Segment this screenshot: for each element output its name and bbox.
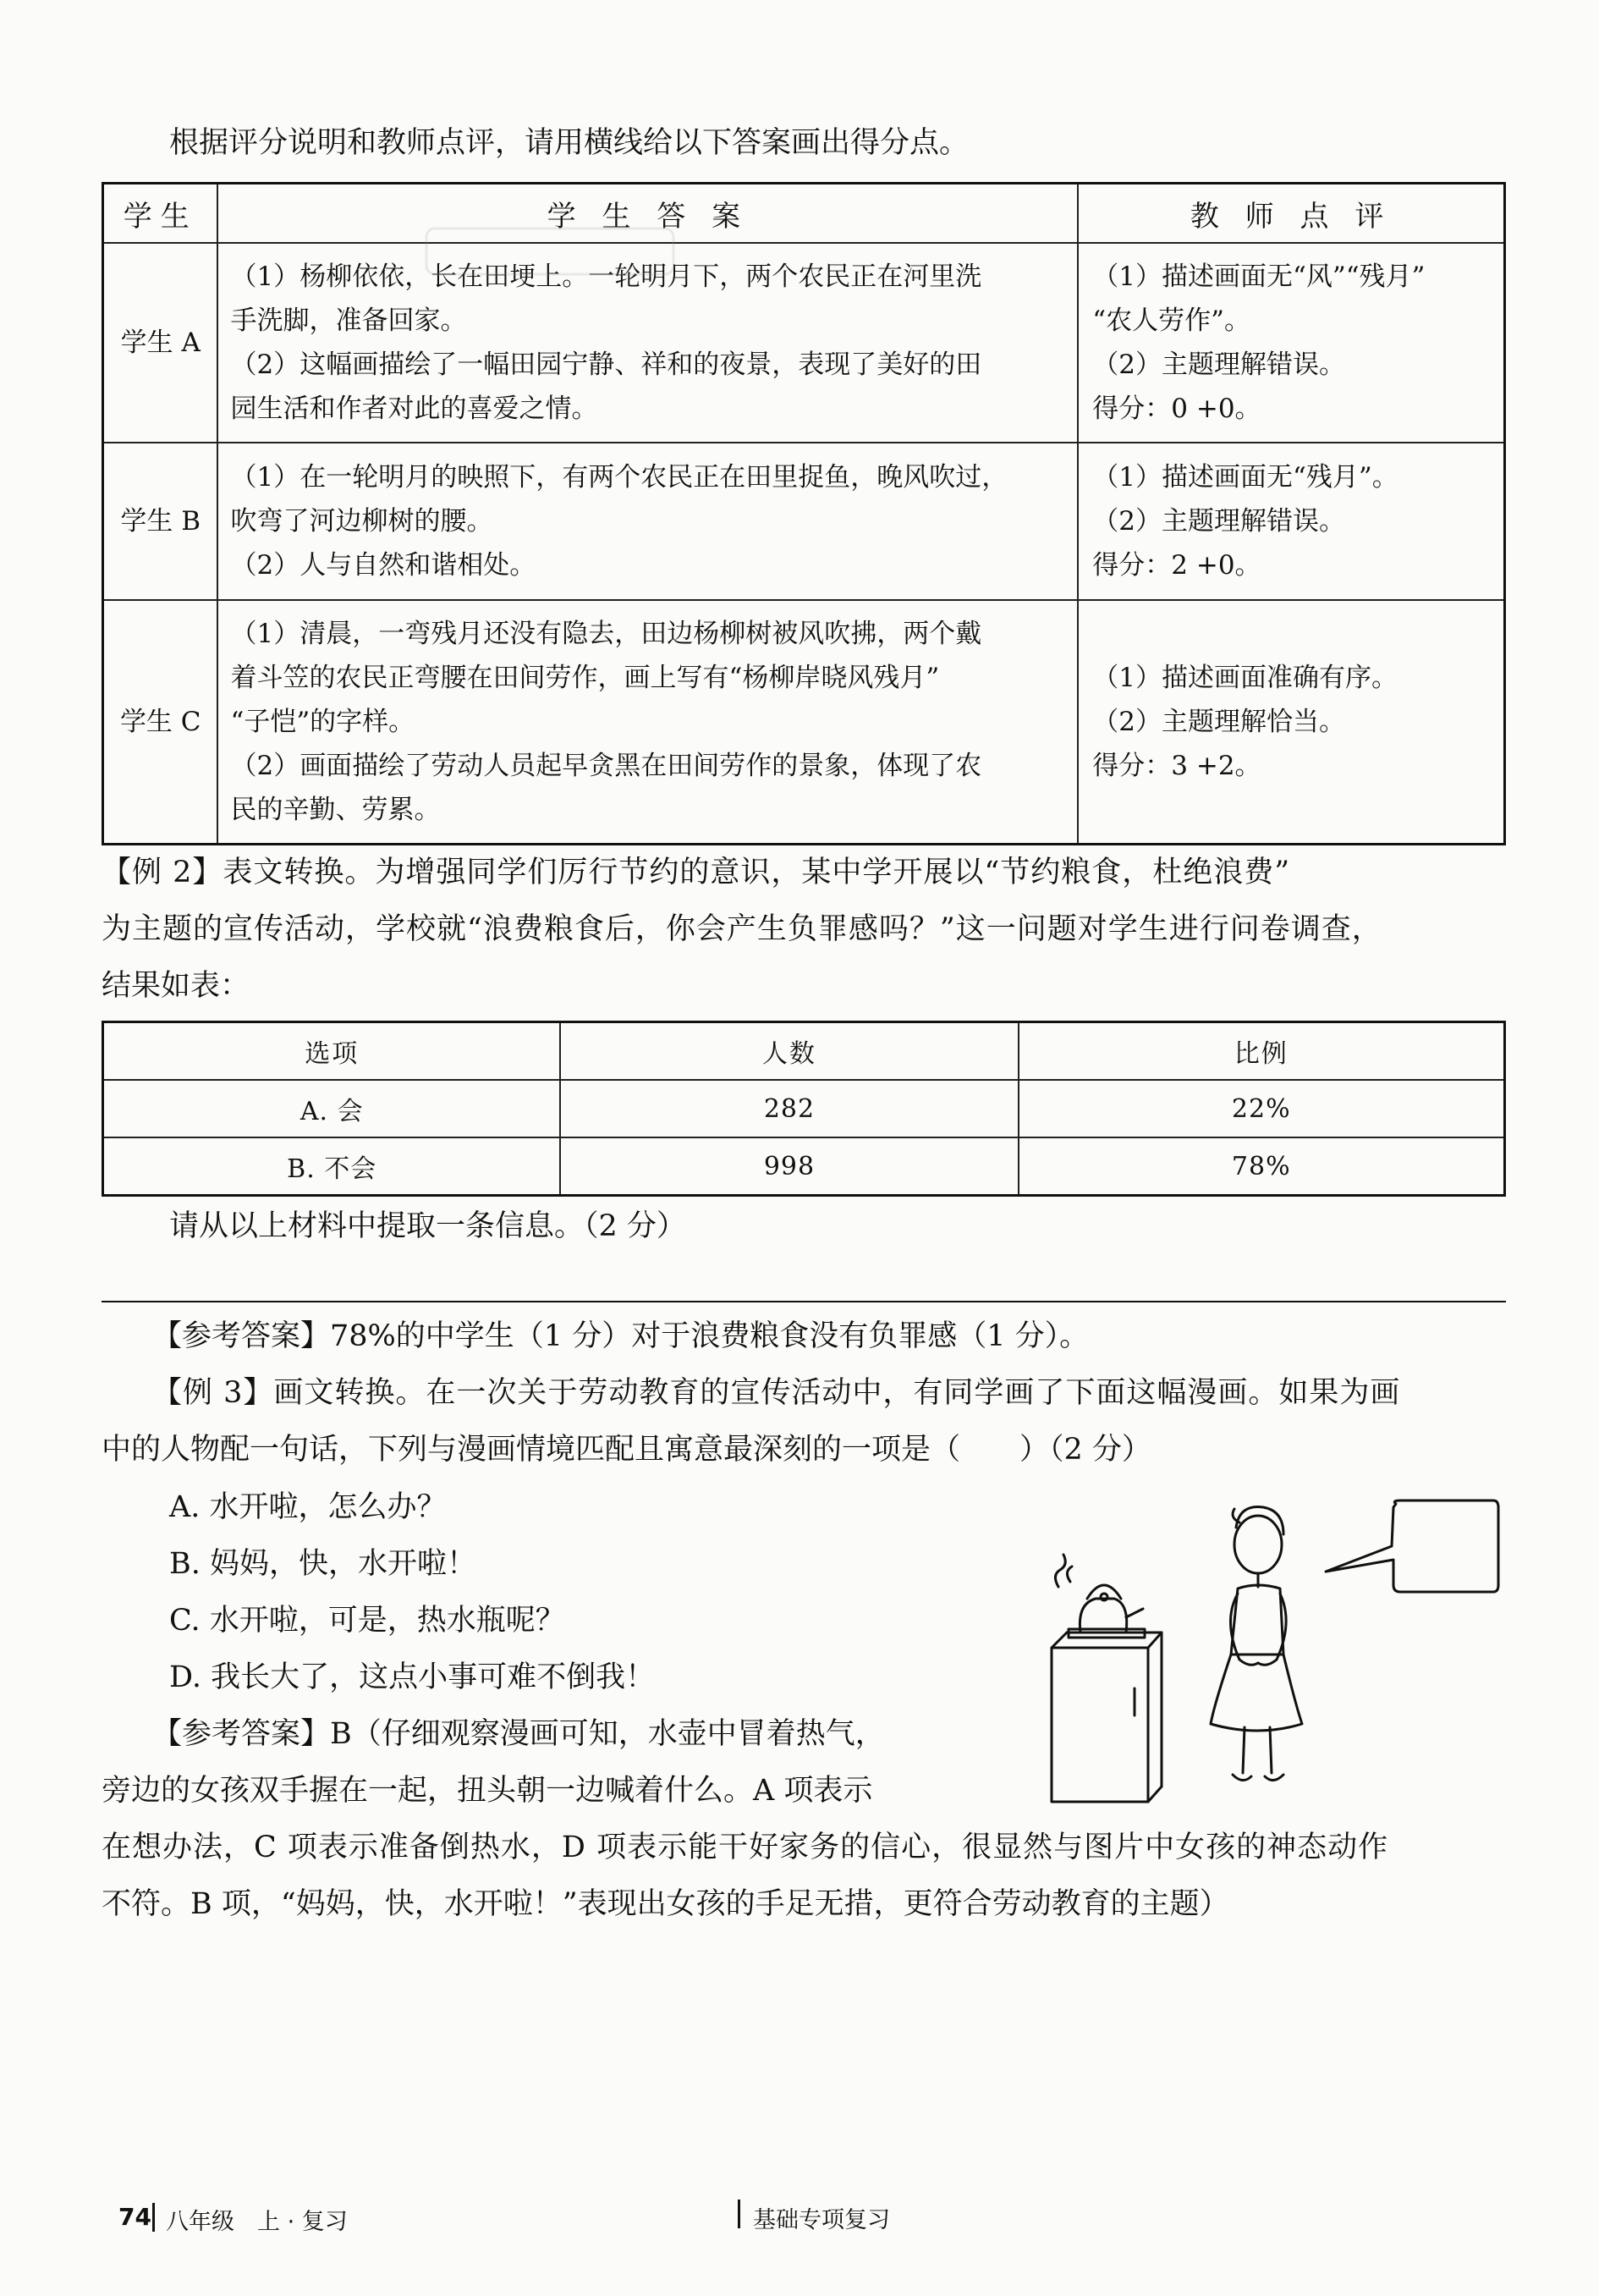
example3-answer-line: 旁边的女孩双手握在一起，扭头朝一边喊着什么。A 项表示 [102, 1774, 873, 1808]
answer-line: （1）在一轮明月的映照下，有两个农民正在田里捉鱼，晚风吹过， [230, 462, 1008, 493]
count-cell: 282 [560, 1080, 1018, 1137]
comment-line: （1）描述画面准确有序。 [1092, 662, 1398, 693]
answer-line: 吹弯了河边柳树的腰。 [230, 506, 493, 537]
watermark-logo [423, 222, 677, 294]
answer-blank-line [102, 1301, 1506, 1302]
header-answer: 学 生 答 案 [217, 184, 1078, 244]
header-option: 选项 [103, 1022, 561, 1081]
table-row [103, 1080, 1505, 1137]
page-number: 74 [118, 2203, 151, 2231]
survey-table-header [103, 1022, 1505, 1081]
comment-line: 得分：0 +0。 [1092, 394, 1261, 424]
grading-table [102, 182, 1506, 845]
cartoon-illustration [1036, 1494, 1514, 1807]
ratio-cell: 22% [1019, 1080, 1505, 1137]
footer-divider [738, 2200, 740, 2228]
header-comment: 教 师 点 评 [1078, 184, 1504, 244]
student-answer [217, 600, 1078, 844]
comment-line: “农人劳作”。 [1092, 306, 1250, 336]
option-cell: B. 不会 [103, 1137, 561, 1196]
grading-table-header [103, 184, 1505, 244]
header-ratio: 比例 [1019, 1022, 1505, 1081]
student-name: 学生 A [103, 243, 218, 443]
example3-line: 中的人物配一句话，下列与漫画情境匹配且寓意最深刻的一项是（ ）（2 分） [102, 1433, 1151, 1467]
option-a: A. 水开啦，怎么办？ [169, 1490, 447, 1524]
comment-line: 得分：3 +2。 [1092, 750, 1261, 781]
answer-line: （1）杨柳依依，长在田埂上。一轮明月下，两个农民正在河里洗 [230, 262, 982, 292]
cabinet-icon [1052, 1648, 1148, 1802]
ratio-cell: 78% [1019, 1137, 1505, 1196]
footer-divider [152, 2203, 155, 2232]
answer-line: （1）清晨，一弯残月还没有隐去，田边杨柳树被风吹拂，两个戴 [230, 618, 982, 649]
steam-icon [1055, 1555, 1072, 1587]
teacher-comment [1078, 600, 1504, 844]
kettle-icon [1069, 1585, 1145, 1638]
example2-answer: 【参考答案】78%的中学生（1 分）对于浪费粮食没有负罪感（1 分）。 [152, 1319, 1090, 1353]
footer-grade: 八年级 上 · 复习 [166, 2209, 348, 2235]
table-row [103, 443, 1505, 600]
option-cell: A. 会 [103, 1080, 561, 1137]
example2-question: 请从以上材料中提取一条信息。（2 分） [169, 1209, 686, 1243]
survey-table [102, 1021, 1506, 1197]
option-d: D. 我长大了，这点小事可难不倒我！ [169, 1660, 656, 1694]
student-name: 学生 C [103, 600, 218, 844]
footer-section: 基础专项复习 [753, 2207, 890, 2233]
option-b: B. 妈妈，快，水开啦！ [169, 1547, 476, 1581]
answer-line: 着斗笠的农民正弯腰在田间劳作，画上写有“杨柳岸晓风残月” [230, 662, 940, 693]
example3-line: 【例 3】画文转换。在一次关于劳动教育的宣传活动中，有同学画了下面这幅漫画。如果为画 [152, 1376, 1401, 1410]
example2-line: 【例 2】表文转换。为增强同学们厉行节约的意识，某中学开展以“节约粮食，杜绝浪费” [102, 856, 1291, 889]
table-row [103, 243, 1505, 443]
example2-line: 为主题的宣传活动，学校就“浪费粮食后，你会产生负罪感吗？”这一问题对学生进行问卷调查， [102, 912, 1382, 946]
option-c: C. 水开啦，可是，热水瓶呢？ [169, 1604, 565, 1638]
teacher-comment [1078, 443, 1504, 600]
answer-line: 园生活和作者对此的喜爱之情。 [230, 394, 598, 424]
answer-line: 民的辛勤、劳累。 [230, 794, 441, 825]
student-answer [217, 443, 1078, 600]
example3-answer-line: 在想办法，C 项表示准备倒热水，D 项表示能干好家务的信心，很显然与图片中女孩的神态动作 [102, 1831, 1389, 1864]
example2-line: 结果如表： [102, 969, 250, 1003]
comment-line: 得分：2 +0。 [1092, 550, 1261, 581]
example3-answer-line: 不符。B 项，“妈妈，快，水开啦！”表现出女孩的手足无措，更符合劳动教育的主题） [102, 1887, 1229, 1921]
table-row [103, 1137, 1505, 1196]
comment-line: （2）主题理解恰当。 [1092, 706, 1346, 737]
intro-text: 根据评分说明和教师点评，请用横线给以下答案画出得分点。 [169, 126, 970, 160]
speech-bubble-icon [1326, 1500, 1498, 1592]
answer-line: “子恺”的字样。 [230, 706, 415, 737]
answer-line: （2）人与自然和谐相处。 [230, 550, 536, 581]
teacher-comment [1078, 243, 1504, 443]
student-name: 学生 B [103, 443, 218, 600]
header-count: 人数 [560, 1022, 1018, 1081]
header-student: 学生 [103, 184, 218, 244]
comment-line: （2）主题理解错误。 [1092, 506, 1346, 537]
girl-figure-icon [1211, 1507, 1302, 1781]
answer-line: （2）这幅画描绘了一幅田园宁静、祥和的夜景，表现了美好的田 [230, 350, 982, 380]
watermark-icon [423, 222, 677, 281]
answer-line: 手洗脚，准备回家。 [230, 306, 467, 336]
comment-line: （1）描述画面无“残月”。 [1092, 462, 1398, 493]
count-cell: 998 [560, 1137, 1018, 1196]
comment-line: （2）主题理解错误。 [1092, 350, 1346, 380]
answer-line: （2）画面描绘了劳动人员起早贪黑在田间劳作的景象，体现了农 [230, 750, 982, 781]
example3-answer-line: 【参考答案】B（仔细观察漫画可知，水壶中冒着热气， [152, 1717, 885, 1751]
table-row [103, 600, 1505, 844]
comment-line: （1）描述画面无“风”“残月” [1092, 262, 1426, 292]
